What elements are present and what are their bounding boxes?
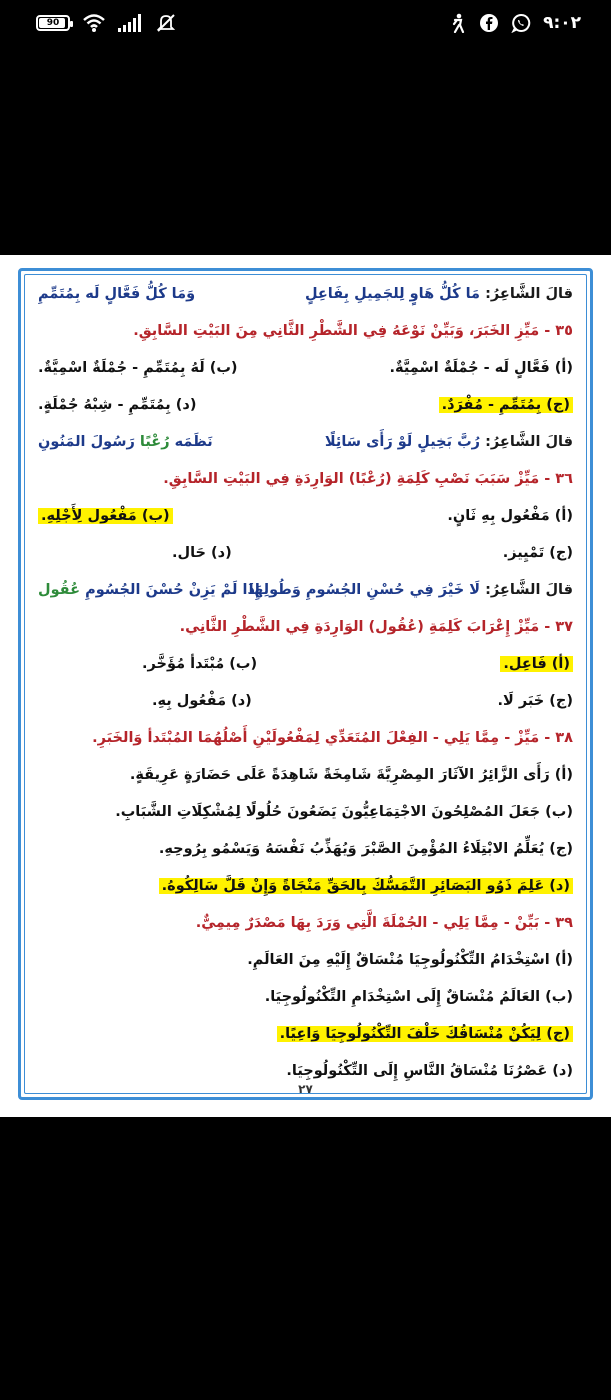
wifi-icon bbox=[82, 13, 106, 33]
whatsapp-icon bbox=[511, 13, 531, 33]
verse-hemistich-1: مَا كُلُّ هَاوٍ لِلجَمِيلِ بِفَاعِلٍ bbox=[304, 285, 481, 302]
q39-option-b-row bbox=[32, 978, 579, 1015]
q39-option-c-row bbox=[32, 1015, 579, 1052]
page-number: ٢٧ bbox=[298, 1082, 313, 1096]
verse-text: رَسُولَ المَنُونِ bbox=[38, 433, 135, 450]
exam-content bbox=[32, 275, 579, 1089]
q38-option-c-row bbox=[32, 830, 579, 867]
verse-2 bbox=[32, 423, 579, 460]
question-35 bbox=[32, 312, 579, 349]
q39-option-c-highlighted[interactable]: (ج) لِيَكُنْ مُنْسَاقُكَ خَلْفَ التِّكْنُولُوجِيَا وَاعِيًا. bbox=[277, 1026, 573, 1042]
bottom-black-area bbox=[0, 1117, 611, 1400]
q36-options-row-2 bbox=[32, 534, 579, 571]
q38-option-c[interactable]: (ج) يُعَلِّمُ الابْتِلَاءُ المُؤْمِنَ الصَّبْرَ وَيُهَذِّبُ نَفْسَهُ وَيَسْمُو بِرُوحِهِ. bbox=[158, 840, 573, 857]
q37-option-d[interactable]: (د) مَفْعُول بِهِ. bbox=[152, 692, 252, 709]
q37-option-a-highlighted[interactable]: (أ) فَاعِل. bbox=[500, 656, 573, 672]
question-38 bbox=[32, 719, 579, 756]
q38-option-a-row bbox=[32, 756, 579, 793]
q39-option-d[interactable]: (د) عَصْرُنَا مُنْسَاقُ النَّاسِ إِلَى التِّكْنُولُوجِيَا. bbox=[286, 1062, 573, 1079]
accessibility-icon bbox=[449, 13, 467, 33]
q37-option-c[interactable]: (ج) خَبَر لَا. bbox=[497, 692, 573, 709]
q35-options-row-1 bbox=[32, 349, 579, 386]
q35-option-a[interactable]: (أ) فَعَّالٍ لَه - جُمْلَةٌ اسْمِيَّةٌ. bbox=[389, 359, 573, 376]
signal-icon bbox=[118, 14, 144, 32]
verse-label: قالَ الشَّاعِرُ: bbox=[485, 433, 573, 450]
q38-option-d-highlighted[interactable]: (د) عَلِمَ ذَوُو البَصَائِرِ التَّمَسُّكَ بِالحَقِّ مَنْجَاةً وَإِنْ قَلَّ سَالِكُوهُ. bbox=[159, 878, 573, 894]
verse-hemistich-2 bbox=[38, 434, 213, 450]
question-text: ٣٩ - بَيِّنْ - مِمَّا يَلِي - الجُمْلَةَ الَّتِي وَرَدَ بِهَا مَصْدَرٌ مِيمِيٌّ. bbox=[195, 914, 573, 931]
battery-icon bbox=[36, 15, 70, 31]
q37-options-row-2 bbox=[32, 682, 579, 719]
verse-label: قالَ الشَّاعِرُ: bbox=[485, 581, 573, 598]
verse-keyword: رُعْبًا bbox=[139, 433, 170, 450]
muted-bell-icon bbox=[156, 13, 176, 33]
question-36 bbox=[32, 460, 579, 497]
q35-options-row-2 bbox=[32, 386, 579, 423]
q38-option-b[interactable]: (ب) جَعَلَ المُصْلِحُونَ الاجْتِمَاعِيُّونَ يَضَعُونَ حُلُولًا لِمُشْكِلَاتِ الشَّبَابِ. bbox=[115, 803, 573, 820]
q36-option-c[interactable]: (ج) تَمْيِيز. bbox=[502, 544, 573, 561]
q37-options-row-1 bbox=[32, 645, 579, 682]
status-bar bbox=[0, 0, 611, 48]
status-right-icons bbox=[449, 13, 581, 33]
verse-text: نَظَمَه bbox=[174, 433, 213, 450]
verse-hemistich-1: رُبَّ بَخِيلٍ لَوْ رَأَى سَائِلًا bbox=[324, 433, 481, 450]
q38-option-a[interactable]: (أ) رَأَى الزَّائِرُ الآثَارَ المِصْرِيَّةَ شَامِخَةً شَاهِدَةً عَلَى حَضَارَةٍ عَرِيقَةٍ. bbox=[129, 766, 573, 783]
q38-option-d-row bbox=[32, 867, 579, 904]
verse-hemistich-2: وَمَا كُلُّ فَعَّالٍ لَه بِمُتَمِّمِ bbox=[38, 285, 196, 302]
question-text: ٣٨ - مَيِّزْ - مِمَّا يَلِي - الفِعْلَ المُتَعَدِّي لِمَفْعُولَيْنِ أَصْلُهُمَا المُبْتَدأ وَالخَبَرِ. bbox=[92, 729, 573, 746]
verse-label: قالَ الشَّاعِرُ: bbox=[485, 285, 573, 302]
q35-option-b[interactable]: (ب) لَهُ بِمُتَمِّمِ - جُمْلَةٌ اسْمِيَّةٌ. bbox=[38, 359, 238, 376]
verse-hemistich-1: لَا خَيْرَ فِي حُسْنِ الجُسُومِ وَطُولِهَا bbox=[248, 581, 481, 598]
verse-keyword: عُقُول bbox=[38, 581, 81, 598]
question-39 bbox=[32, 904, 579, 941]
q36-option-d[interactable]: (د) حَال. bbox=[172, 544, 232, 561]
q35-option-d[interactable]: (د) بِمُتَمِّمِ - شِبْهُ جُمْلَةٍ. bbox=[38, 396, 197, 413]
q39-option-a[interactable]: (أ) اسْتِخْدَامُ التِّكْنُولُوجِيَا مُنْسَاقٌ إِلَيْهِ مِنَ العَالَمِ. bbox=[247, 951, 573, 968]
facebook-icon bbox=[479, 13, 499, 33]
q36-option-a[interactable]: (أ) مَفْعُول بِهِ ثَانٍ. bbox=[447, 507, 573, 524]
q38-option-b-row bbox=[32, 793, 579, 830]
verse-hemistich-2 bbox=[38, 582, 260, 598]
status-time: ٩:٠٢ bbox=[543, 13, 581, 33]
verse-3 bbox=[32, 571, 579, 608]
q36-option-b-highlighted[interactable]: (ب) مَفْعُول لِأَجْلِهِ. bbox=[38, 508, 173, 524]
verse-1 bbox=[32, 275, 579, 312]
question-text: ٣٦ - مَيِّزْ سَبَبَ نَصْبِ كَلِمَةِ (رُعْبًا) الوَارِدَةِ فِي البَيْتِ السَّابِقِ. bbox=[163, 470, 573, 487]
document-page bbox=[0, 255, 611, 1117]
question-text: ٣٧ - مَيِّزْ إِعْرَابَ كَلِمَةِ (عُقُول) الوَارِدَةِ فِي الشَّطْرِ الثَّانِي. bbox=[179, 618, 573, 635]
question-37 bbox=[32, 608, 579, 645]
verse-text: إِذَا لَمْ يَزِنْ حُسْنَ الجُسُومِ bbox=[85, 581, 260, 598]
q35-option-c-highlighted[interactable]: (ج) بِمُتَمِّمِ - مُفْرَدٌ. bbox=[439, 397, 573, 413]
q37-option-b[interactable]: (ب) مُبْتَدأ مُؤَخَّر. bbox=[142, 655, 258, 672]
question-text: ٣٥ - مَيِّزِ الخَبَرَ، وَبَيِّنْ نَوْعَهُ فِي الشَّطْرِ الثَّانِي مِنَ البَيْتِ السَّابِقِ. bbox=[133, 322, 573, 339]
q36-options-row-1 bbox=[32, 497, 579, 534]
q39-option-b[interactable]: (ب) العَالَمُ مُنْسَاقٌ إِلَى اسْتِخْدَامِ التِّكْنُولُوجِيَا. bbox=[264, 988, 573, 1005]
q39-option-a-row bbox=[32, 941, 579, 978]
status-left-icons bbox=[36, 13, 176, 33]
battery-level: 90 bbox=[46, 18, 60, 28]
